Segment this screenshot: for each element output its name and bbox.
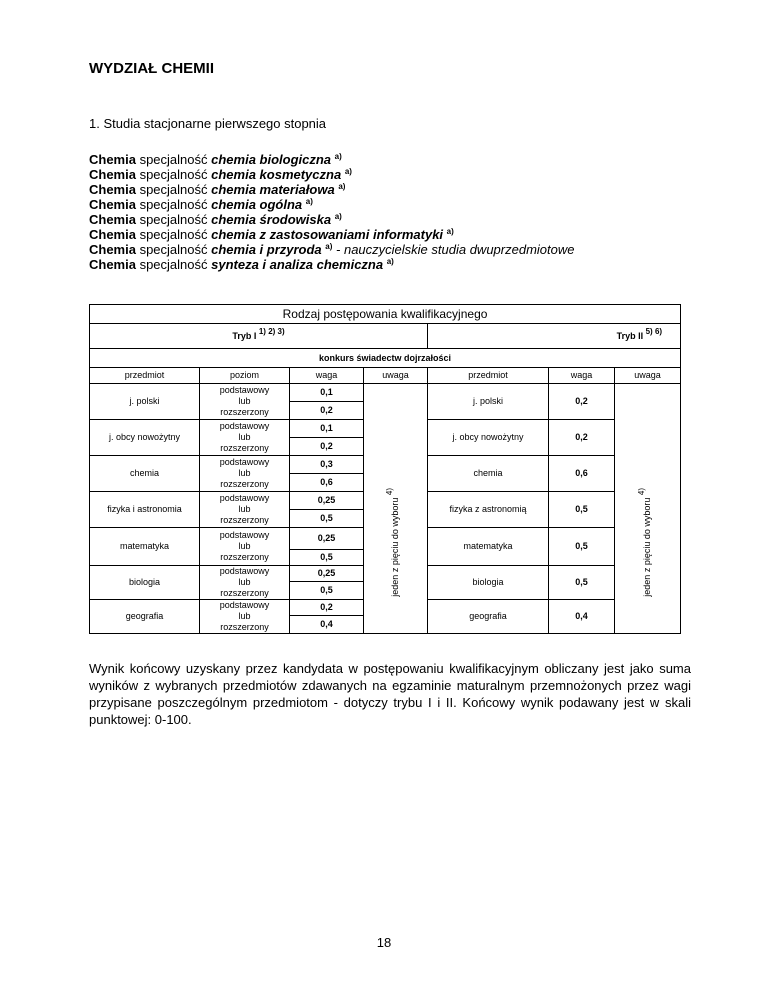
subject-cell: matematyka bbox=[90, 528, 200, 566]
level-cell: podstawowy lub rozszerzony bbox=[200, 456, 290, 492]
note-cell bbox=[364, 420, 428, 456]
subject-cell: j. polski bbox=[428, 384, 549, 420]
specialization-item: Chemia specjalność chemia materiałowa $^{a)}$ bbox=[89, 182, 346, 197]
subject-cell: fizyka z astronomią bbox=[428, 492, 549, 528]
result-paragraph: Wynik końcowy uzyskany przez kandydata w postępowaniu kwalifikacyjnym obliczany jest jako suma wyników z wybranych przedmiotów zdawanych na egzaminie maturalnym przemnożonych przez wagi przypisane poszczególnym przedmiotom - dotyczy trybu I i II. Końcowy wynik podawany jest w skali punktowej: 0-100. bbox=[89, 661, 691, 727]
weight-cell: 0,25 bbox=[290, 566, 364, 582]
weight-cell: 0,4 bbox=[290, 616, 364, 634]
weight-cell: 0,5 bbox=[290, 510, 364, 528]
weight-cell: 0,2 bbox=[549, 420, 615, 456]
level-cell: podstawowy lub rozszerzony bbox=[200, 528, 290, 566]
note-cell bbox=[615, 384, 681, 456]
column-header: uwaga bbox=[364, 368, 428, 384]
column-header: waga bbox=[290, 368, 364, 384]
level-cell: podstawowy lub rozszerzony bbox=[200, 600, 290, 634]
competition-header: konkurs świadectw dojrzałości bbox=[90, 349, 681, 368]
specialization-item: Chemia specjalność chemia i przyroda $^{a)}$ - nauczycielskie studia dwuprzedmiotowe bbox=[89, 242, 575, 257]
specialization-list bbox=[89, 152, 574, 272]
specialization-item: Chemia specjalność chemia kosmetyczna $^{a)}$ bbox=[89, 167, 352, 182]
weight-cell: 0,6 bbox=[290, 474, 364, 492]
elective-note: jeden z pięciu do wyboru $^{4)}$ bbox=[364, 456, 428, 634]
weight-cell: 0,5 bbox=[290, 582, 364, 600]
specialization-item: Chemia specjalność synteza i analiza chemiczna $^{a)}$ bbox=[89, 257, 394, 272]
weight-cell: 0,5 bbox=[549, 528, 615, 566]
subject-cell: j. polski bbox=[90, 384, 200, 420]
level-cell: podstawowy lub rozszerzony bbox=[200, 420, 290, 456]
weight-cell: 0,25 bbox=[290, 492, 364, 510]
weight-cell: 0,2 bbox=[549, 384, 615, 420]
weight-cell: 0,5 bbox=[549, 566, 615, 600]
subject-cell: chemia bbox=[428, 456, 549, 492]
weight-cell: 0,5 bbox=[549, 492, 615, 528]
weight-cell: 0,5 bbox=[290, 550, 364, 566]
specialization-item: Chemia specjalność chemia środowiska $^{a)}$ bbox=[89, 212, 342, 227]
note-cell bbox=[364, 384, 428, 420]
page-heading: WYDZIAŁ CHEMII bbox=[89, 60, 214, 77]
column-header: przedmiot bbox=[90, 368, 200, 384]
elective-note: jeden z pięciu do wyboru $^{4)}$ bbox=[615, 456, 681, 634]
subject-cell: biologia bbox=[428, 566, 549, 600]
column-header: waga bbox=[549, 368, 615, 384]
subject-cell: chemia bbox=[90, 456, 200, 492]
subject-cell: geografia bbox=[90, 600, 200, 634]
page-number: 18 bbox=[376, 935, 392, 950]
weight-cell: 0,2 bbox=[290, 600, 364, 616]
weight-cell: 0,1 bbox=[290, 420, 364, 438]
subject-cell: j. obcy nowożytny bbox=[428, 420, 549, 456]
column-header: poziom bbox=[200, 368, 290, 384]
specialization-item: Chemia specjalność chemia biologiczna $^{a)}$ bbox=[89, 152, 342, 167]
weight-cell: 0,1 bbox=[290, 384, 364, 402]
section-title: 1. Studia stacjonarne pierwszego stopnia bbox=[89, 116, 327, 131]
subject-cell: fizyka i astronomia bbox=[90, 492, 200, 528]
level-cell: podstawowy lub rozszerzony bbox=[200, 492, 290, 528]
column-header: uwaga bbox=[615, 368, 681, 384]
weight-cell: 0,3 bbox=[290, 456, 364, 474]
subject-cell: j. obcy nowożytny bbox=[90, 420, 200, 456]
weight-cell: 0,2 bbox=[290, 438, 364, 456]
qualification-table bbox=[89, 304, 681, 634]
mode-1-header: Tryb I $^{1) 2) 3)}$ bbox=[90, 324, 428, 349]
weight-cell: 0,25 bbox=[290, 528, 364, 550]
specialization-item: Chemia specjalność chemia ogólna $^{a)}$ bbox=[89, 197, 313, 212]
weight-cell: 0,2 bbox=[290, 402, 364, 420]
subject-cell: biologia bbox=[90, 566, 200, 600]
table-title: Rodzaj postępowania kwalifikacyjnego bbox=[90, 305, 681, 324]
specialization-item: Chemia specjalność chemia z zastosowaniami informatyki $^{a)}$ bbox=[89, 227, 454, 242]
level-cell: podstawowy lub rozszerzony bbox=[200, 566, 290, 600]
weight-cell: 0,6 bbox=[549, 456, 615, 492]
subject-cell: geografia bbox=[428, 600, 549, 634]
column-header: przedmiot bbox=[428, 368, 549, 384]
level-cell: podstawowy lub rozszerzony bbox=[200, 384, 290, 420]
weight-cell: 0,4 bbox=[549, 600, 615, 634]
subject-cell: matematyka bbox=[428, 528, 549, 566]
mode-2-header: Tryb II $^{5) 6)}$ bbox=[428, 324, 681, 349]
